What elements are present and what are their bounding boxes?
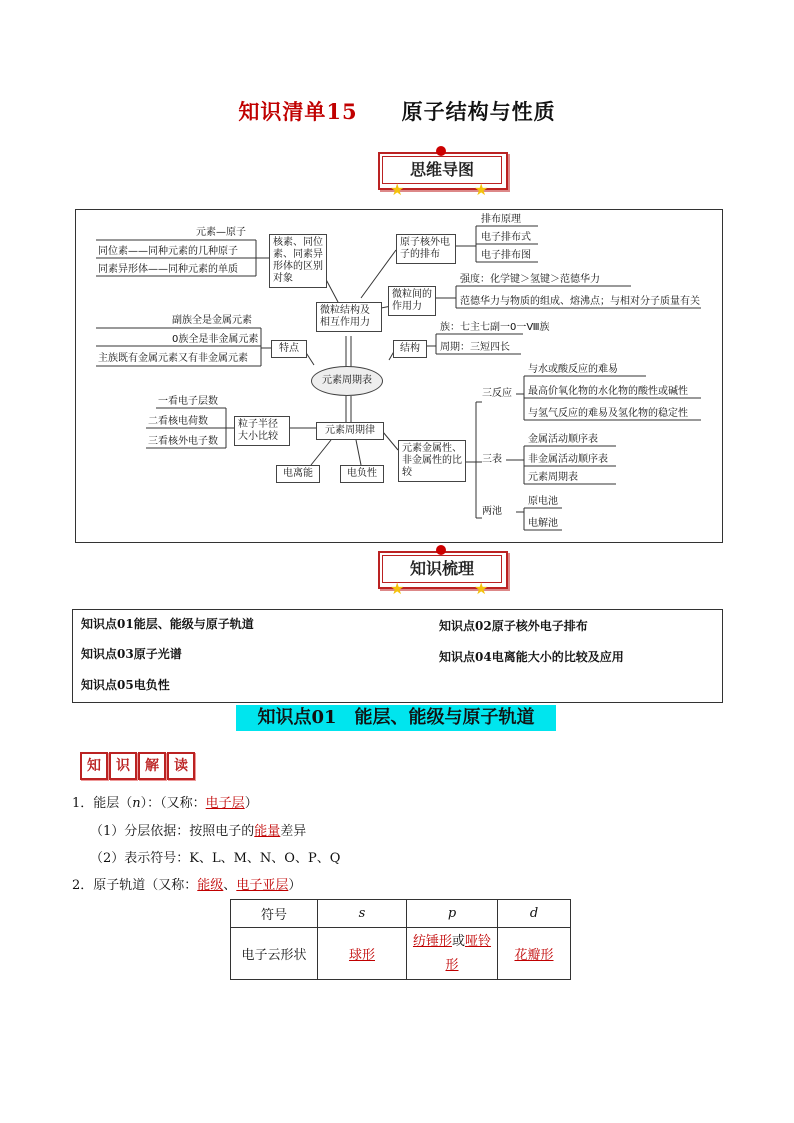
note-arrangement-principle: 排布原理 [481,214,521,225]
note-group0: 0族全是非金属元素 [172,334,259,345]
line-basis: （1）分层依据：按照电子的能量差异 [90,824,307,839]
node-periodic-table: 元素周期表 [311,366,383,396]
pin-icon [436,146,446,156]
node-radius: 粒子半径大小比较 [234,416,290,446]
node-electronegativity: 电负性 [340,465,384,483]
node-electron-config: 原子核外电子的排布 [396,234,456,264]
note-electron-formula: 电子排布式 [481,232,531,243]
toc-item-01[interactable]: 知识点01能层、能级与原子轨道 [81,617,254,631]
note-reaction-3: 与氢气反应的难易及氢化物的稳定性 [528,408,688,419]
note-subgroup: 副族全是金属元素 [172,315,252,326]
note-reaction-2: 最高价氧化物的水化物的酸性或碱性 [528,386,688,397]
note-three-reactions: 三反应 [482,388,512,399]
note-main-group: 主族既有金属元素又有非金属元素 [98,353,248,364]
toc-item-04[interactable]: 知识点04电离能大小的比较及应用 [439,650,624,664]
line-orbital: 2．原子轨道（又称：能级、电子亚层） [72,878,302,893]
note-two-cells: 两池 [482,506,502,517]
page-title: 知识清单15 原子结构与性质 [238,99,556,124]
node-micro-structure: 微粒结构及相互作用力 [316,302,382,332]
node-periodic-law: 元素周期律 [316,422,384,440]
note-radius-1: 一看电子层数 [158,396,218,407]
line-energy-shell: 1．能层（n）：（又称：电子层） [72,796,258,811]
node-force: 微粒间的作用力 [388,286,436,316]
node-diff: 核素、同位素、同素异形体的区别对象 [269,234,327,288]
note-table-3: 元素周期表 [528,472,578,483]
summary-badge: 知识梳理 ★ ★ [378,545,508,595]
note-allotrope: 同素异形体——同种元素的单质 [98,264,238,275]
note-orbital-diagram: 电子排布图 [481,250,531,261]
mind-map [75,209,723,543]
note-table-1: 金属活动顺序表 [528,434,598,445]
note-cell-2: 电解池 [528,518,558,529]
note-periods: 周期：三短四长 [440,342,510,353]
note-vdw: 范德华力与物质的组成、熔沸点；与相对分子质量有关 [460,296,700,307]
orbital-table: 符号 s p d 电子云形状 球形 纺锤形或哑铃形 花瓣形 [230,899,571,980]
knowledge-index [72,609,723,703]
star-icon: ★ [390,180,405,199]
toc-item-03[interactable]: 知识点03原子光谱 [81,647,182,661]
star-icon: ★ [390,579,405,598]
note-groups: 族：七主七副一0一Ⅷ族 [440,322,550,333]
note-force-strength: 强度：化学键＞氢键＞范德华力 [460,274,600,285]
node-ionization-energy: 电离能 [276,465,320,483]
note-table-2: 非金属活动顺序表 [528,454,608,465]
mindmap-badge: 思维导图 ★ ★ [378,146,508,196]
note-cell-1: 原电池 [528,496,558,507]
section-heading: 知识点01 能层、能级与原子轨道 [236,705,556,731]
note-radius-3: 三看核外电子数 [148,436,218,447]
line-symbols: （2）表示符号：K、L、M、N、O、P、Q [90,851,341,866]
note-radius-2: 二看核电荷数 [148,416,208,427]
star-icon: ★ [474,579,489,598]
note-element-atom: 元素—原子 [196,227,246,238]
note-isotope: 同位素——同种元素的几种原子 [98,246,238,257]
node-metal-comparison: 元素金属性、非金属性的比较 [398,440,466,482]
toc-item-05[interactable]: 知识点05电负性 [81,678,170,692]
star-icon: ★ [474,180,489,199]
node-features: 特点 [271,340,307,358]
note-reaction-1: 与水或酸反应的难易 [528,364,618,375]
pin-icon [436,545,446,555]
toc-item-02[interactable]: 知识点02原子核外电子排布 [439,619,588,633]
note-three-tables: 三表 [482,454,502,465]
interpretation-label: 知 识 解 读 [80,752,196,780]
node-structure: 结构 [393,340,427,358]
